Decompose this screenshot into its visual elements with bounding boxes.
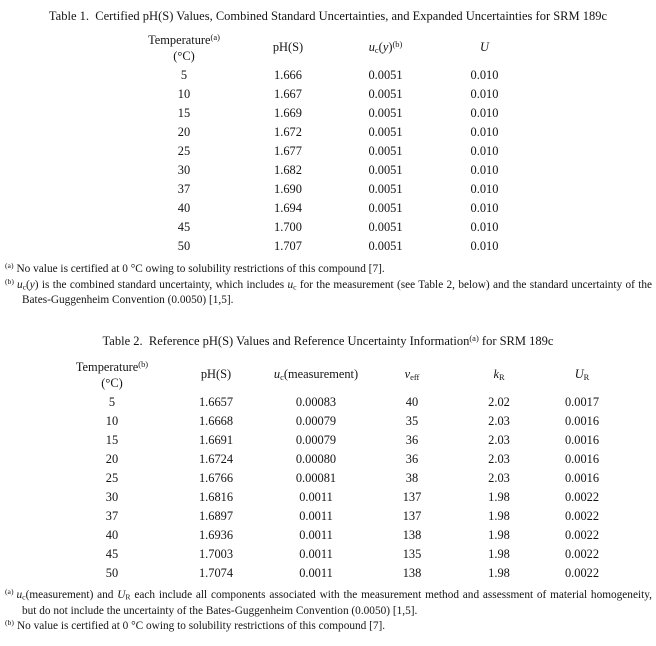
- table2-footnotes: [5, 588, 652, 635]
- table-cell: 40: [405, 395, 419, 409]
- table-cell: 0.010: [470, 87, 499, 101]
- text-segment: Table 1. Certified pH(S) Values, Combined Standard Uncertainties, and Expanded Uncertainties for SRM 189c: [48, 9, 608, 23]
- table-cell: 0.0011: [299, 528, 333, 542]
- table2-header-temperature: [58, 358, 166, 393]
- table-cell: 20: [105, 452, 119, 466]
- table-cell: 0.0011: [299, 509, 333, 523]
- table1-header-temperature: [130, 31, 238, 66]
- text-segment: (a): [210, 31, 220, 42]
- table-cell: 0.0022: [564, 528, 600, 542]
- table-row: [130, 142, 536, 161]
- table2-header-ur: [540, 358, 624, 393]
- table2-header-row: [58, 358, 624, 393]
- table1-header-combined-uncertainty: [338, 31, 433, 66]
- table-cell: 0.0022: [564, 566, 600, 580]
- table-cell: 0.010: [470, 220, 499, 234]
- text-segment: c: [374, 44, 379, 55]
- text-segment: for the measurement (see Table 2, below) and the standard uncertainty of the Bates-Guggenheim Convention (0.0050) [1,5].: [22, 278, 653, 307]
- text-segment: c: [280, 371, 284, 382]
- table-cell: 1.98: [488, 490, 510, 504]
- text-segment: (a): [469, 332, 479, 343]
- table-row: [130, 218, 536, 237]
- table-row: [58, 507, 624, 526]
- text-segment: eff: [410, 371, 420, 382]
- table-row: [58, 450, 624, 469]
- text-segment: u: [273, 367, 281, 381]
- table-cell: 1.6897: [198, 509, 234, 523]
- table-row: [130, 66, 536, 85]
- table-cell: 0.010: [470, 182, 499, 196]
- table-cell: 0.0051: [368, 201, 403, 215]
- table-cell: 0.010: [470, 239, 499, 253]
- table-cell: 5: [108, 395, 116, 409]
- text-segment: c: [22, 282, 27, 292]
- table-cell: 1.6724: [198, 452, 234, 466]
- table2-header-veff: [366, 358, 458, 393]
- table-cell: 1.707: [274, 239, 302, 253]
- table-cell: 15: [105, 433, 119, 447]
- table-cell: 0.010: [470, 163, 499, 177]
- table-cell: 1.98: [488, 547, 510, 561]
- text-segment: (: [26, 278, 30, 291]
- table-cell: 0.0051: [368, 220, 403, 234]
- footnote-marker: (b): [5, 276, 14, 286]
- table-cell: 1.98: [488, 528, 510, 542]
- table-cell: 1.682: [274, 163, 302, 177]
- table-row: [58, 393, 624, 412]
- text-segment: pH(S): [200, 367, 232, 381]
- text-segment: U: [480, 40, 489, 54]
- table-cell: 0.0051: [368, 87, 403, 101]
- table-cell: 2.03: [488, 452, 510, 466]
- header-temperature-label: [130, 32, 238, 48]
- table-cell: 0.010: [470, 201, 499, 215]
- text-segment: c: [22, 592, 26, 602]
- table-cell: 1.700: [274, 220, 302, 234]
- table-cell: 2.03: [488, 471, 510, 485]
- table-cell: 0.0016: [564, 414, 600, 428]
- table-row: [58, 431, 624, 450]
- table2: [58, 358, 624, 583]
- table-cell: 0.00083: [295, 395, 337, 409]
- text-segment: No value is certified at 0 °C owing to solubility restrictions of this compound [7].: [16, 263, 385, 275]
- table-cell: 138: [402, 566, 422, 580]
- footnote-marker: (a): [5, 587, 14, 597]
- text-segment: (measurement): [283, 367, 359, 381]
- text-segment: R: [583, 371, 590, 382]
- text-segment: y: [382, 40, 389, 54]
- table-cell: 1.6936: [198, 528, 234, 542]
- footnote-text: [17, 620, 385, 632]
- text-segment: ) is the combined standard uncertainty, which includes: [34, 278, 288, 291]
- text-segment: Temperature: [148, 32, 211, 47]
- table1-body: [130, 66, 536, 256]
- table-cell: 37: [177, 182, 191, 196]
- table-cell: 137: [402, 490, 422, 504]
- text-segment: (b): [392, 38, 403, 49]
- table-cell: 0.0051: [368, 163, 403, 177]
- table-cell: 0.00079: [295, 433, 337, 447]
- text-segment: c: [293, 282, 297, 292]
- table-row: [58, 412, 624, 431]
- table-cell: 1.6668: [198, 414, 234, 428]
- table-cell: 1.677: [274, 144, 302, 158]
- table-cell: 0.0051: [368, 68, 403, 82]
- footnote-a: [5, 588, 652, 619]
- table2-body: [58, 393, 624, 583]
- table-cell: 0.0051: [368, 144, 403, 158]
- text-segment: (b): [138, 358, 149, 369]
- text-segment: U: [574, 367, 584, 381]
- text-segment: Table 2. Reference pH(S) Values and Reference Uncertainty Information: [102, 334, 470, 348]
- text-segment: Temperature: [75, 359, 139, 374]
- text-segment: ν: [404, 367, 411, 381]
- table-cell: 0.010: [470, 144, 499, 158]
- table-cell: 50: [177, 239, 191, 253]
- footnote-a: [5, 262, 652, 278]
- table-cell: 0.00079: [295, 414, 337, 428]
- table-cell: 45: [105, 547, 119, 561]
- table-row: [58, 469, 624, 488]
- footnote-text: [17, 263, 385, 275]
- table-cell: 40: [177, 201, 191, 215]
- text-segment: ): [388, 40, 393, 54]
- table-row: [58, 526, 624, 545]
- table-cell: 10: [105, 414, 119, 428]
- table-row: [130, 180, 536, 199]
- table-cell: 2.02: [488, 395, 510, 409]
- table-cell: 0.0016: [564, 452, 600, 466]
- table-cell: 0.00080: [295, 452, 337, 466]
- table-cell: 0.0016: [564, 471, 600, 485]
- table-cell: 25: [105, 471, 119, 485]
- table2-header-ph: [166, 358, 266, 393]
- table1-header-row: [130, 31, 536, 66]
- table-cell: 1.6657: [198, 395, 234, 409]
- table-row: [58, 488, 624, 507]
- table-cell: 0.0022: [564, 509, 600, 523]
- table1-header: [130, 31, 536, 66]
- table1-header-expanded-uncertainty: [433, 31, 536, 66]
- table-cell: 1.672: [274, 125, 302, 139]
- text-segment: (measurement) and: [25, 589, 118, 601]
- text-segment: u: [287, 278, 294, 291]
- table-cell: 45: [177, 220, 191, 234]
- text-segment: for SRM 189c: [478, 334, 554, 348]
- table-cell: 0.0051: [368, 182, 403, 196]
- table-cell: 0.0051: [368, 125, 403, 139]
- table-cell: 25: [177, 144, 191, 158]
- text-segment: R: [498, 371, 505, 382]
- table-cell: 0.010: [470, 125, 499, 139]
- table-cell: 1.98: [488, 566, 510, 580]
- table-row: [130, 161, 536, 180]
- table-cell: 0.0011: [299, 490, 333, 504]
- text-segment: pH(S): [272, 40, 304, 54]
- table-cell: 50: [105, 566, 119, 580]
- table2-title: [0, 334, 656, 349]
- table-cell: 1.7003: [198, 547, 234, 561]
- text-segment: (: [378, 40, 383, 54]
- table-cell: 0.0022: [564, 547, 600, 561]
- table-cell: 20: [177, 125, 191, 139]
- table-cell: 138: [402, 528, 422, 542]
- text-segment: each include all components associated with the measurement method and assessment of material homogeneity, but do not include the uncertainty of the Bates-Guggenheim Convention (0.0050) [1,5].: [22, 589, 652, 617]
- table-cell: 1.6816: [198, 490, 234, 504]
- table-cell: 0.0017: [564, 395, 600, 409]
- table-cell: 2.03: [488, 414, 510, 428]
- table-cell: 35: [405, 414, 419, 428]
- text-segment: No value is certified at 0 °C owing to solubility restrictions of this compound [7].: [16, 620, 386, 633]
- table-cell: 36: [405, 433, 419, 447]
- table-cell: 0.0022: [564, 490, 600, 504]
- table-cell: 0.010: [470, 68, 499, 82]
- table-cell: 0.0011: [299, 547, 333, 561]
- footnote-b: [5, 619, 652, 635]
- table-row: [130, 199, 536, 218]
- table1-header-ph: [238, 31, 338, 66]
- table2-header: [58, 358, 624, 393]
- text-segment: k: [493, 367, 499, 381]
- text-segment: U: [117, 589, 126, 601]
- footnote-marker: (a): [5, 261, 14, 271]
- table-cell: 38: [405, 471, 419, 485]
- table-cell: 37: [105, 509, 119, 523]
- text-segment: u: [16, 589, 23, 601]
- table-cell: 1.6766: [198, 471, 234, 485]
- table-cell: 30: [105, 490, 119, 504]
- table-cell: 1.669: [274, 106, 302, 120]
- footnote-marker: (b): [5, 618, 14, 628]
- table-cell: 1.6691: [198, 433, 234, 447]
- table-cell: 0.0011: [299, 566, 333, 580]
- text-segment: u: [368, 40, 375, 54]
- table-cell: 135: [402, 547, 422, 561]
- table-cell: 1.694: [274, 201, 302, 215]
- table-cell: 2.03: [488, 433, 510, 447]
- table-cell: 0.010: [470, 106, 499, 120]
- table2-header-uc-measurement: [266, 358, 366, 393]
- header-temperature-label: [58, 359, 166, 375]
- table-row: [58, 564, 624, 583]
- table-cell: 30: [177, 163, 191, 177]
- table-cell: 15: [177, 106, 191, 120]
- table-cell: 5: [180, 68, 188, 82]
- table-cell: 1.666: [274, 68, 302, 82]
- table1: [130, 31, 536, 256]
- footnote-text: [17, 589, 652, 617]
- text-segment: R: [125, 592, 131, 602]
- table-cell: 0.0016: [564, 433, 600, 447]
- table-cell: 1.98: [488, 509, 510, 523]
- table-cell: 1.690: [274, 182, 302, 196]
- table1-title: [0, 9, 656, 24]
- footnote-b: [5, 278, 652, 309]
- table-cell: 1.7074: [198, 566, 234, 580]
- table-row: [58, 545, 624, 564]
- header-temperature-unit: (°C): [101, 375, 123, 390]
- header-temperature-unit: (°C): [173, 48, 195, 63]
- table-cell: 36: [405, 452, 419, 466]
- table-cell: 0.0051: [368, 239, 403, 253]
- table-row: [130, 85, 536, 104]
- table-row: [130, 104, 536, 123]
- table-row: [130, 123, 536, 142]
- table-cell: 10: [177, 87, 191, 101]
- table1-footnotes: [5, 262, 652, 309]
- footnote-text: [17, 279, 652, 307]
- table-cell: 1.667: [274, 87, 302, 101]
- table-cell: 40: [105, 528, 119, 542]
- table-cell: 137: [402, 509, 422, 523]
- table2-header-kr: [458, 358, 540, 393]
- table-row: [130, 237, 536, 256]
- text-segment: y: [29, 278, 35, 291]
- table-cell: 0.00081: [295, 471, 337, 485]
- table-cell: 0.0051: [368, 106, 403, 120]
- text-segment: u: [16, 278, 23, 291]
